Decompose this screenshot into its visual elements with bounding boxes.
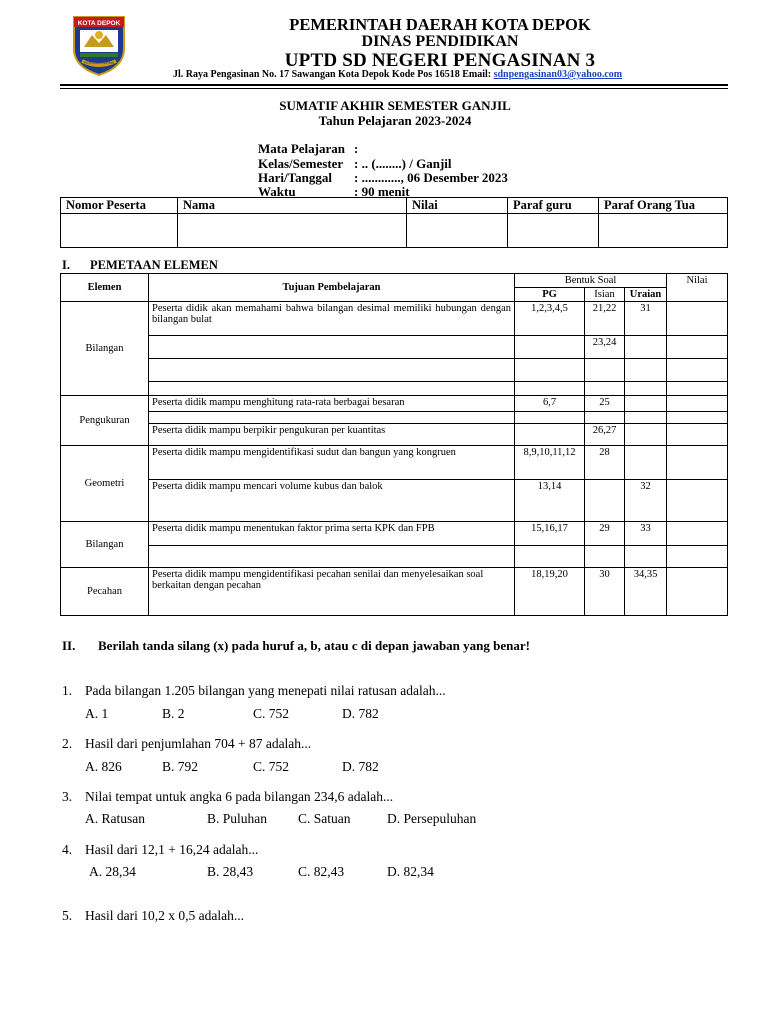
pg-cell xyxy=(515,382,585,396)
tujuan-cell: Peserta didik mampu menghitung rata-rata berbagai besaran xyxy=(149,396,515,412)
uraian-cell xyxy=(625,359,667,382)
option-3a[interactable]: A. Ratusan xyxy=(85,811,145,826)
header-paraf-guru: Paraf guru xyxy=(508,198,599,214)
isian-cell: 21,22 xyxy=(585,302,625,336)
pg-cell xyxy=(515,359,585,382)
nilai-cell[interactable] xyxy=(667,568,728,616)
isian-cell xyxy=(585,412,625,424)
header-government: PEMERINTAH DAERAH KOTA DEPOK xyxy=(289,15,591,34)
header-nilai-col: Nilai xyxy=(667,274,728,302)
tujuan-cell: Peserta didik mampu mengidentifikasi sudut dan bangun yang kongruen xyxy=(149,446,515,480)
uraian-cell xyxy=(625,424,667,446)
header-address: Jl. Raya Pengasinan No. 17 Sawangan Kota Depok Kode Pos 16518 Email: sdnpengasinan03@yahoo.com xyxy=(173,69,623,80)
nilai-cell[interactable] xyxy=(667,396,728,412)
nilai-cell[interactable] xyxy=(667,480,728,522)
option-2d[interactable]: D. 782 xyxy=(342,759,379,774)
kota-depok-logo xyxy=(70,13,128,77)
element-mapping-table xyxy=(60,273,728,616)
option-3b[interactable]: B. Puluhan xyxy=(207,811,268,826)
uraian-cell xyxy=(625,382,667,396)
header-pg: PG xyxy=(515,288,585,302)
isian-cell xyxy=(585,546,625,568)
uraian-cell: 31 xyxy=(625,302,667,336)
option-3c[interactable]: C. Satuan xyxy=(298,811,351,826)
header-paraf-ortu: Paraf Orang Tua xyxy=(599,198,728,214)
header-isian: Isian xyxy=(585,288,625,302)
uraian-cell xyxy=(625,336,667,359)
email-link[interactable]: sdnpengasinan03@yahoo.com xyxy=(493,69,623,80)
info-subject: Mata Pelajaran : xyxy=(258,141,359,156)
uraian-cell xyxy=(625,446,667,480)
uraian-cell: 33 xyxy=(625,522,667,546)
question-4: 4. Hasil dari 12,1 + 16,24 adalah... xyxy=(62,842,259,857)
tujuan-cell xyxy=(149,359,515,382)
header-rule-thin xyxy=(60,88,728,89)
element-bilangan-2: Bilangan xyxy=(61,522,149,568)
cell-nomor-peserta[interactable] xyxy=(61,214,178,248)
option-2c[interactable]: C. 752 xyxy=(253,759,290,774)
pg-cell: 6,7 xyxy=(515,396,585,412)
exam-title: SUMATIF AKHIR SEMESTER GANJIL xyxy=(279,98,511,113)
option-1c[interactable]: C. 752 xyxy=(253,706,290,721)
isian-cell: 26,27 xyxy=(585,424,625,446)
tujuan-cell xyxy=(149,382,515,396)
isian-cell: 29 xyxy=(585,522,625,546)
element-geometri: Geometri xyxy=(61,446,149,522)
pg-cell: 8,9,10,11,12 xyxy=(515,446,585,480)
tujuan-cell: Peserta didik mampu mengidentifikasi pecahan senilai dan menyelesaikan soal berkaitan dengan pecahan xyxy=(149,568,515,616)
question-2: 2. Hasil dari penjumlahan 704 + 87 adalah... xyxy=(62,736,312,751)
section1-number: I. xyxy=(62,258,70,272)
isian-cell: 28 xyxy=(585,446,625,480)
uraian-cell: 32 xyxy=(625,480,667,522)
option-4d[interactable]: D. 82,34 xyxy=(387,864,434,879)
option-2b[interactable]: B. 792 xyxy=(162,759,199,774)
info-date: Hari/Tanggal : ............, 06 Desember 2023 xyxy=(258,170,508,185)
isian-cell: 23,24 xyxy=(585,336,625,359)
question-1: 1. Pada bilangan 1.205 bilangan yang menepati nilai ratusan adalah... xyxy=(62,683,446,698)
element-pecahan: Pecahan xyxy=(61,568,149,616)
tujuan-cell: Peserta didik mampu mencari volume kubus dan balok xyxy=(149,480,515,522)
header-elemen: Elemen xyxy=(61,274,149,302)
nilai-cell[interactable] xyxy=(667,336,728,359)
header-tujuan: Tujuan Pembelajaran xyxy=(149,274,515,302)
pg-cell xyxy=(515,336,585,359)
nilai-cell[interactable] xyxy=(667,446,728,480)
logo-text: KOTA DEPOK xyxy=(77,20,121,27)
tujuan-cell: Peserta didik mampu berpikir pengukuran per kuantitas xyxy=(149,424,515,446)
option-1a[interactable]: A. 1 xyxy=(85,706,109,721)
option-3d[interactable]: D. Persepuluhan xyxy=(387,811,477,826)
option-4a[interactable]: A. 28,34 xyxy=(89,864,136,879)
pg-cell: 15,16,17 xyxy=(515,522,585,546)
isian-cell xyxy=(585,359,625,382)
tujuan-cell: Peserta didik akan memahami bahwa bilangan desimal memiliki hubungan dengan bilangan bulat xyxy=(149,302,515,336)
question-5: 5. Hasil dari 10,2 x 0,5 adalah... xyxy=(62,908,244,923)
header-nama: Nama xyxy=(178,198,407,214)
header-bentuk-soal: Bentuk Soal xyxy=(515,274,667,288)
cell-nama[interactable] xyxy=(178,214,407,248)
section2-instruction: II. Berilah tanda silang (x) pada huruf a, b, atau c di depan jawaban yang benar! xyxy=(62,638,530,653)
header-rule-thick xyxy=(60,84,728,86)
header-department: DINAS PENDIDIKAN xyxy=(361,33,519,50)
isian-cell: 30 xyxy=(585,568,625,616)
isian-cell xyxy=(585,382,625,396)
pg-cell: 18,19,20 xyxy=(515,568,585,616)
tujuan-cell: Peserta didik mampu menentukan faktor prima serta KPK dan FPB xyxy=(149,522,515,546)
option-1d[interactable]: D. 782 xyxy=(342,706,379,721)
nilai-cell[interactable] xyxy=(667,424,728,446)
tujuan-cell xyxy=(149,546,515,568)
uraian-cell xyxy=(625,546,667,568)
pg-cell xyxy=(515,424,585,446)
pg-cell: 13,14 xyxy=(515,480,585,522)
header-nomor-peserta: Nomor Peserta xyxy=(61,198,178,214)
nilai-cell[interactable] xyxy=(667,522,728,546)
isian-cell xyxy=(585,480,625,522)
exam-year: Tahun Pelajaran 2023-2024 xyxy=(318,113,472,128)
nilai-cell[interactable] xyxy=(667,359,728,382)
option-2a[interactable]: A. 826 xyxy=(85,759,122,774)
tujuan-cell xyxy=(149,336,515,359)
cell-nilai[interactable] xyxy=(407,214,508,248)
element-pengukuran: Pengukuran xyxy=(61,396,149,446)
pg-cell xyxy=(515,546,585,568)
cell-paraf-guru[interactable] xyxy=(508,214,599,248)
cell-paraf-ortu[interactable] xyxy=(599,214,728,248)
section1-title: PEMETAAN ELEMEN xyxy=(90,258,218,272)
nilai-cell[interactable] xyxy=(667,546,728,568)
header-nilai: Nilai xyxy=(407,198,508,214)
isian-cell: 25 xyxy=(585,396,625,412)
nilai-cell[interactable] xyxy=(667,412,728,424)
nilai-cell[interactable] xyxy=(667,302,728,336)
option-4b[interactable]: B. 28,43 xyxy=(207,864,254,879)
header-uraian: Uraian xyxy=(625,288,667,302)
logo-motto: PERSADA DARMA xyxy=(83,61,115,65)
uraian-cell xyxy=(625,412,667,424)
pg-cell xyxy=(515,412,585,424)
tujuan-cell xyxy=(149,412,515,424)
element-bilangan: Bilangan xyxy=(61,302,149,396)
info-time: Waktu : 90 menit xyxy=(258,184,410,199)
uraian-cell: 34,35 xyxy=(625,568,667,616)
uraian-cell xyxy=(625,396,667,412)
info-class: Kelas/Semester : .. (........) / Ganjil xyxy=(258,156,452,171)
pg-cell: 1,2,3,4,5 xyxy=(515,302,585,336)
option-1b[interactable]: B. 2 xyxy=(162,706,185,721)
participant-table xyxy=(60,197,728,248)
nilai-cell[interactable] xyxy=(667,382,728,396)
option-4c[interactable]: C. 82,43 xyxy=(298,864,345,879)
header-school-name: UPTD SD NEGERI PENGASINAN 3 xyxy=(284,50,596,71)
question-3: 3. Nilai tempat untuk angka 6 pada bilangan 234,6 adalah... xyxy=(62,789,394,804)
